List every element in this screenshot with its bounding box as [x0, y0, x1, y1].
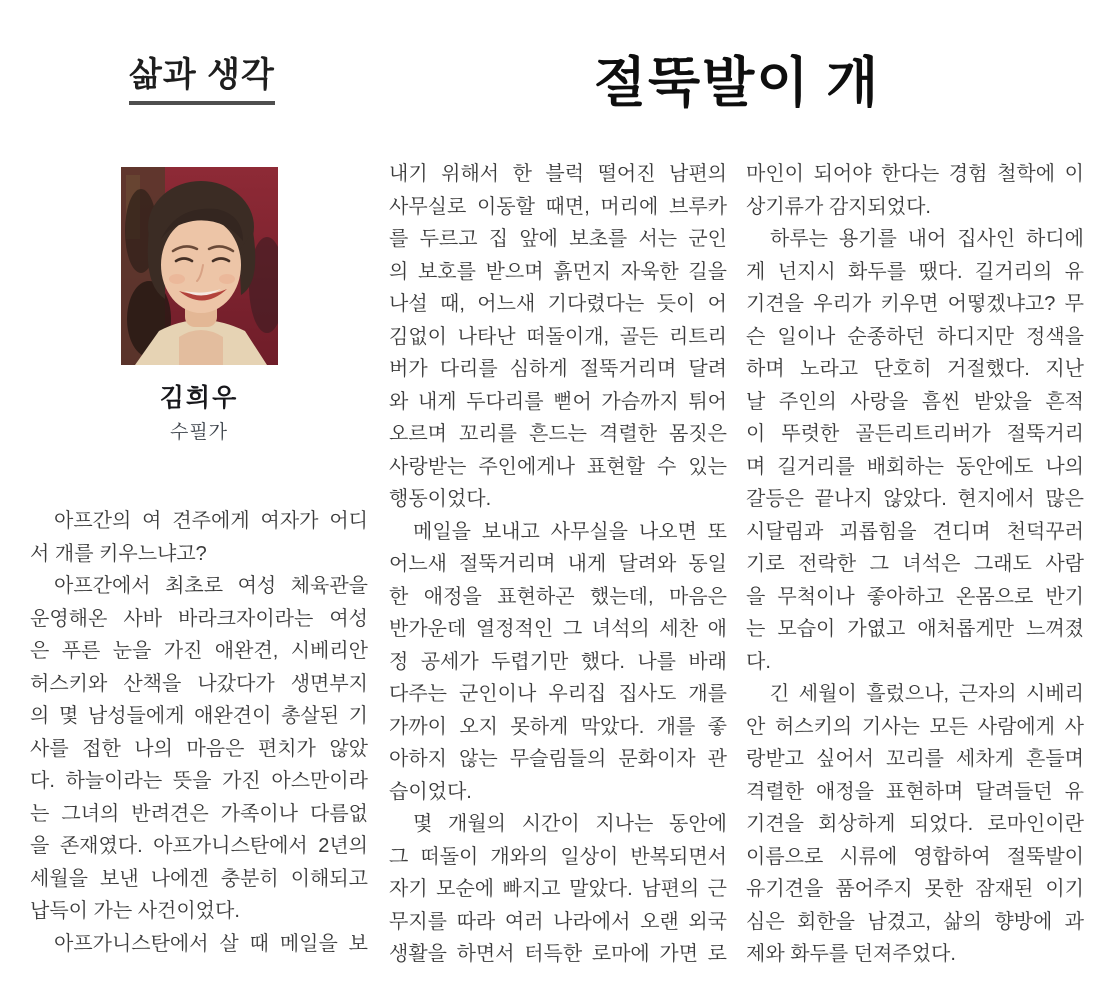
- text-line: 사를 접한 나의 마음은 편치가 않았: [30, 737, 368, 760]
- text-line: 날 주인의 사랑을 흠씬 받았을 흔적: [746, 390, 1084, 413]
- text-line: 이 뚜렷한 골든리트리버가 절뚝거리: [746, 423, 1084, 445]
- text-line: 기로 전락한 그 녀석은 그래도 사람: [746, 553, 1084, 575]
- text-line: 다.: [746, 650, 771, 673]
- text-line: 이름으로 시류에 영합하여 절뚝발이: [746, 845, 1084, 868]
- text-line: 아프가니스탄에서 살 때 메일을 보: [54, 932, 368, 955]
- text-line: 정 공세가 두렵기만 했다. 나를 바래: [389, 650, 727, 673]
- text-line: 버가 다리를 심하게 절뚝거리며 달려: [389, 358, 727, 380]
- text-line: 하며 노라고 단호히 거절했다. 지난: [746, 358, 1084, 380]
- author-photo: [121, 167, 278, 365]
- text-line: 어느새 절뚝거리며 내게 달려와 동일: [389, 553, 727, 575]
- text-line: 의 몇 남성들에게 애완견이 총살된 기: [30, 705, 368, 727]
- text-line: 생활을 하면서 터득한 로마에 가면 로: [389, 943, 727, 965]
- article-column-2: [389, 158, 727, 971]
- text-line: 상기류가 감지되었다.: [746, 195, 931, 218]
- text-line: 안 허스키의 기사는 모든 사람에게 사: [746, 715, 1084, 738]
- author-profile: [30, 167, 368, 444]
- text-line: 심은 회한을 남겼고, 삶의 향방에 과: [746, 910, 1084, 933]
- text-line: 아프간에서 최초로 여성 체육관을: [54, 575, 368, 597]
- text-line: 랑받고 싶어서 꼬리를 세차게 흔들며: [746, 748, 1084, 770]
- text-line: 오르며 꼬리를 흔드는 격렬한 몸짓은: [389, 423, 727, 445]
- text-line: 슨 일이나 순종하던 하디지만 정색을: [746, 325, 1084, 348]
- text-line: 를 두르고 집 앞에 보초를 서는 군인: [389, 228, 727, 250]
- text-line: 허스키와 산책을 나갔다가 생면부지: [30, 672, 368, 695]
- text-line: 자기 모순에 빠지고 말았다. 남편의 근: [389, 878, 727, 900]
- text-line: 하루는 용기를 내어 집사인 하디에: [770, 228, 1084, 250]
- text-line: 아하지 않는 무슬림들의 문화이자 관: [389, 748, 727, 770]
- text-line: 의 보호를 받으며 흙먼지 자욱한 길을: [389, 260, 727, 283]
- text-line: 는 모습이 가엾고 애처롭게만 느껴졌: [746, 618, 1084, 640]
- text-line: 긴 세월이 흘렀으나, 근자의 시베리: [770, 683, 1084, 705]
- article-title: 절뚝발이 개: [593, 53, 881, 113]
- text-line: 몇 개월의 시간이 지나는 동안에: [413, 813, 727, 835]
- text-line: 행동이었다.: [389, 488, 492, 510]
- article-column-3: [746, 158, 1084, 971]
- text-line: 는 그녀의 반려견은 가족이나 다름없: [30, 802, 368, 825]
- author-role: 수필가: [169, 422, 229, 443]
- text-line: 은 푸른 눈을 가진 애완견, 시베리안: [30, 640, 368, 662]
- text-line: 제와 화두를 던져주었다.: [746, 943, 956, 965]
- section-label: 삶과 생각: [129, 57, 275, 105]
- text-line: 나설 때, 어느새 기다렸다는 듯이 어: [389, 293, 727, 315]
- text-line: 가까이 오지 못하게 막았다. 개를 좋: [389, 715, 727, 738]
- text-line: 와 내게 두다리를 뻗어 가슴까지 튀어: [389, 390, 727, 413]
- text-line: 을 무척이나 좋아하고 온몸으로 반기: [746, 585, 1084, 608]
- text-line: 갈등은 끝나지 않았다. 현지에서 많은: [746, 488, 1084, 510]
- text-line: 서 개를 키우느냐고?: [30, 542, 207, 565]
- text-line: 사랑받는 주인에게나 표현할 수 있는: [389, 455, 727, 478]
- text-line: 다주는 군인이나 우리집 집사도 개를: [389, 683, 727, 705]
- text-line: 김없이 나타난 떠돌이개, 골든 리트리: [389, 325, 727, 348]
- text-line: 아프간의 여 견주에게 여자가 어디: [54, 510, 368, 532]
- text-line: 기견을 회상하게 되었다. 로마인이란: [746, 813, 1084, 835]
- text-line: 납득이 가는 사건이었다.: [30, 900, 240, 922]
- text-line: 게 넌지시 화두를 땠다. 길거리의 유: [746, 260, 1084, 283]
- text-line: 사무실로 이동할 때면, 머리에 브루카: [389, 195, 727, 218]
- text-line: 내기 위해서 한 블럭 떨어진 남편의: [389, 163, 727, 185]
- text-line: 메일을 보내고 사무실을 나오면 또: [413, 520, 727, 543]
- text-line: 며 길거리를 배회하는 동안에도 나의: [746, 455, 1084, 478]
- author-name: 김희우: [159, 385, 239, 412]
- text-line: 한 애정을 표현하곤 했는데, 마음은: [389, 585, 727, 608]
- article-column-1: [30, 505, 368, 960]
- text-line: 격렬한 애정을 표현하며 달려들던 유: [746, 780, 1084, 803]
- text-line: 무지를 따라 여러 나라에서 오랜 외국: [389, 910, 727, 933]
- text-line: 세월을 보낸 나에겐 충분히 이해되고: [30, 867, 368, 890]
- text-line: 운영해온 사바 바라크자이라는 여성: [30, 607, 368, 630]
- text-line: 기견을 우리가 키우면 어떻겠냐고? 무: [746, 293, 1084, 315]
- text-line: 시달림과 괴롭힘을 견디며 천덕꾸러: [746, 520, 1084, 543]
- text-line: 습이었다.: [389, 780, 472, 803]
- text-line: 다. 하늘이라는 뜻을 가진 아스만이라: [30, 770, 368, 792]
- text-line: 마인이 되어야 한다는 경험 철학에 이: [746, 163, 1084, 185]
- text-line: 그 떠돌이 개와의 일상이 반복되면서: [389, 845, 727, 868]
- text-line: 반가운데 열정적인 그 녀석의 세찬 애: [389, 618, 727, 640]
- text-line: 유기견을 품어주지 못한 잠재된 이기: [746, 878, 1084, 900]
- text-line: 을 존재였다. 아프가니스탄에서 2년의: [30, 835, 368, 857]
